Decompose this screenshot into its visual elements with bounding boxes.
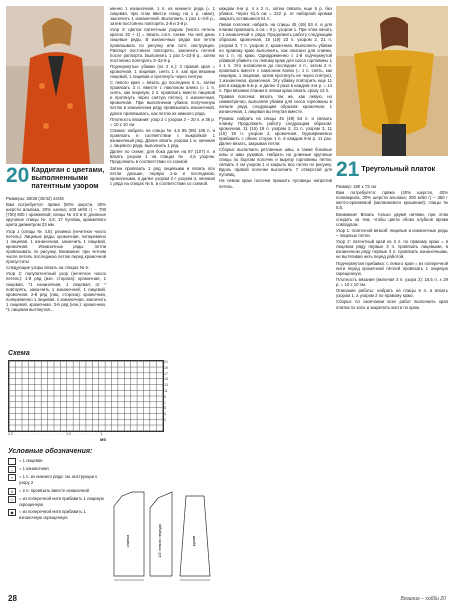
stitch-below-symbol: ∩ [8, 474, 16, 481]
paragraph: Описание работы: набрать на спицы 6 п. и вязать узором 1, а узором 2 по правому краю. [336, 288, 448, 299]
pattern-label: рукав [191, 535, 196, 547]
paragraph: Плотность вязания (включая 3 п. узора 2): 16,5 п. х 29 р. = 10 х 10 см. [336, 276, 448, 287]
row-number: 17 [164, 371, 168, 376]
paragraph: Следующие узоры вязать на спицах № 5. [6, 265, 90, 271]
page-footer: Вязание – хобби 20 [400, 596, 446, 602]
shawl-photo [336, 6, 448, 156]
item-21-heading [336, 160, 448, 180]
knit-symbol [8, 458, 16, 465]
row-number: 5 [164, 406, 166, 411]
paragraph: Сборка: выполнить ретланные швы, а также боковые швы и швы рукавов. Набрать на длинные круговые спицы по бортам полочек и вырезу горловины петли, связать 4 см узором 1 и закрыть все петли по рисунку. Вдоль правой полочки выполнить 7 отверстий для пуговиц. [219, 147, 332, 178]
paragraph: Узор 1: платочной вязкой: лицевые и изнаночные ряды – лицевые петли. [336, 227, 448, 238]
paragraph: Затем провязать 1 ряд лицевыми и вязать все петли дальше, первую 1-ю и последнюю, кромочными, и далее узором 2 с узором 3, начиная с ряда на спицах № 5, в соответствии со схемой. [110, 165, 215, 186]
row-number: 11 [164, 388, 168, 393]
item-20-heading [6, 166, 106, 190]
chart-row-numbers [164, 360, 174, 424]
paragraph: Правая полочка: вязать так же, как левую, но симметрично, выполняя убавки для скоса горловины в начале ряда, следующим образом: кромочная, 1 изнаночная, 1 лицевая вытянутая вместе. [219, 94, 332, 115]
row-number: 3 [164, 412, 166, 417]
page-number: 28 [8, 594, 17, 603]
paragraph: Узор 2: полупатентный узор (нечетное число петель): 1-й ряд (изн. сторона): кромочная, 1 лицевая, *1 изнаночная, 1 лицевая; от * повторять, закончить 1 изнаночной, 1 лицевой, кромочная. 2-й ряд (лиц. сторона): кромочная, попеременно 1 лицевая, 1 изнаночная, закончить 1 лицевой, кромочная. 3-й ряд (изн.): кромочная, *1 лицевая вытянутая... [6, 271, 106, 312]
column-2-text [110, 6, 215, 346]
legend-title: Условные обозначения: [8, 448, 93, 455]
row-number: 1 [164, 417, 166, 422]
legend [8, 458, 108, 523]
paragraph: Подчеркнутые убавки (по 2 п.): 3 правой края = кромочная, 1 лицевая, снять 1 п. как при вязании лицевой, 1 лицевая и протянуть через снятую. [110, 63, 215, 79]
legend-item [8, 496, 108, 509]
paragraph: Далее по схеме; для бока далее на 97 (107) п. и вязать узором 1 на спицах № 4,5 узором. Продолжить в соответствии со схемой. [110, 149, 215, 165]
schema-title: Схема [8, 350, 30, 357]
paragraph: С левого края = вязать до последних 5 п., затем провязать 3 п. вместе с наклоном влево (= 1 п. снять, как лицевую, 2 п. провязать вместе лицевой и протянуть через снятую петлю), 1 изнаночная, кромочная. При выполнении убавок полученную петлю в изнаночном ряду провязывать изнаночной, далее провязывать, как петлю из нижнего ряда. [110, 80, 215, 116]
knitting-chart-grid [8, 360, 164, 432]
pattern-label: спинка [125, 534, 130, 548]
paragraph: менно 1 изнаночная, 1 п. из нижнего ряда (= 1 лицевая, при этом ввести спицу на 1 р. ниже), закончить 1 изнаночной. Выполнить 1 раз 1–3-й р., затем постоянно повторять 2-й и 3-й р. [110, 6, 215, 27]
paragraph: Узор 2: патентный край из 3 п. по правому краю = в лицевом ряду первые 3 п. провязать лицевыми, в изнаночном ряду первые 3 п. провязать изнаночными, не вытягивая нить перед работой. [336, 239, 448, 260]
item-21-number: 21 [336, 158, 360, 181]
row-number: 19 [164, 365, 168, 370]
paragraph: На левом краю полочки пришить пуговицы напротив петель. [219, 178, 332, 189]
row-number: 7 [164, 400, 166, 405]
paragraph: Левая полочка: набрать на спицы 45 (49) 53 п. и для планки провязать 4 см = 9 р. узором 1. При этом начать с 1 изнаночной п. ряда. Продолжить работу следующим образом: кромочная, 15 (19) 23 п. узором 2, 21 п. узором 3, 7 п. узором 2, кромочная. Выполнить убавки по правому краю выполнить, как описано для спинки, на 1 п. по краю. Однарременно с 1-й подчеркнутой убавкой убавить по левому краю для скоса горловины 1 х 1 п. Это знозволено до последних 4 п., затем 2 п. провязать вместе с наклоном влево (= 1 п. снять, как лицевую, 1 лицевая, затем протянуть ее через снятую), 1 изнаночная, кромочная. Эту убавку повторить еще 11 раз в каждом 6-м р. и далее 3 раза в каждом 4-м р. = 14 п. При вязании планки в левом краю вязать сразу 12 п. [219, 22, 332, 93]
legend-text: = 1 лицевая [19, 458, 43, 463]
item-21-title: Треугольный платок [361, 164, 436, 173]
legend-item [8, 509, 108, 522]
paragraph: Сборка: по окончании всех работ выполнить края платка по косе и закрепить кисти по краю. [336, 299, 448, 310]
item-20-title: Кардиган с цветами, выполненными патентным узором [31, 165, 105, 190]
increase-purl-symbol: ◆ [8, 509, 16, 516]
paragraph: Спинка: набрать на спицы № 4,5 85 (95) 105 п. и провязать в соответствии с выкройкой 1 изнаночный ряд. Далее вязать узором 1 и, начиная с лицевого ряда, выполнить 1 ряд. [110, 128, 215, 149]
paragraph: Плотность вязания: узор 2 с узором 3 – 20 п. и 36 р. = 10 х 10 см. [110, 116, 215, 127]
paragraph: Узор 3: цветок патентным узором (число петель кратно 20 + 1) = вязать согл. схеме. На ней даны лицевые ряды. В изнаночных рядах все петли провязывать по рисунку или согл. инструкции. Раппорт постоянно повторять, закончить петлей после раппорта. Выполнить 1 раз 1–22-й р., затем постоянно повторять 3–22-й р. [110, 27, 215, 63]
paragraph: Вам потребуется: пряжа (40% шерсти, 40% полиакрила, 20% шерсти альпака; 300 м/50 г) – 350 г желто-оранжевой (меланжевого крашения); спицы № 5,5. [336, 190, 448, 211]
purl-symbol: – [8, 466, 16, 473]
paragraph: Подчеркнутая прибавка: с левого края = из поперечной нити перед кромочной петлей провязать 1 лицевую скрещенную. [336, 260, 448, 276]
garment-pattern [110, 456, 216, 586]
legend-text: = из поперечной нити прибавить 1 лицевую скрещенную [19, 495, 104, 507]
pattern-label: 1/2 левого переда [157, 524, 162, 558]
paragraph: Размер: 180 х 73 см [336, 184, 376, 189]
cardigan-photo [6, 6, 104, 164]
chart-column-numbers: 20 . . . . . . . . . . . . . . . 10 . . . . . . . . 1 [8, 432, 104, 436]
row-number: 9 [164, 394, 166, 399]
decrease-symbol: ∧ [8, 488, 16, 495]
row-number: 13 [164, 383, 168, 388]
legend-text: = 2 п. провязать вместе изнаночной [19, 487, 89, 493]
pattern-drawing [110, 456, 216, 586]
column-3-text [219, 6, 332, 594]
legend-text: = 1 п. из нижнего ряда: см. инструкции к узору 2 [19, 474, 98, 486]
paragraph: Внимание! Вязать только двумя нитями, при этом следить за тем, чтобы цвета обоих клубков пряжи совпадали. [336, 211, 448, 227]
legend-item [8, 466, 108, 473]
legend-item [8, 488, 108, 495]
paragraph: Рукава: набрать на спицы 45 (49) 53 п. и связать планку. Продолжить работу следующим образом: кромочная, 11 (15) 19 п. узором 2, 21 п. узором 3, 11 (15) 19 п. узором 2, кромочная. Одновременно прибавить с обеих сторон 1 п. в каждом 8-м р. 11 раз. Далее вязать, закрывая петли. [219, 115, 332, 146]
paragraph: каждом 6-м р. 4 х 2 п., затем связать еще 6 р. без убавок. Через 61,5 см = 222 р. от наборной кромки закрыть оставшиеся 61 п. [219, 6, 332, 22]
legend-item [8, 458, 108, 465]
chart-repeat-label: МS [100, 437, 106, 442]
legend-item [8, 474, 108, 487]
row-number: 15 [164, 377, 168, 382]
item-21-text [336, 184, 448, 590]
row-number: 21 [164, 360, 168, 364]
legend-text: = 1 изнаночная [19, 466, 49, 471]
item-20-text [6, 196, 106, 346]
paragraph: Размеры: 36/38 (40/42) 44/46 [6, 196, 64, 201]
legend-text: = из поперечной нити прибавить 1 изнаночную скрещенную [19, 509, 86, 521]
paragraph: Узор 1 (спицы № 4,5): резинка (нечетное число петель): Лицевые ряды: кромочная, поперемено 1 лицевая, 1 изнаночная, закончить 1 лицевой, кромочная. Изнаночные ряды: петли провязывать по рисунку. Внимание: при четном числе петель последнюю петлю перед кромочной пропустить! [6, 228, 106, 264]
item-20-number: 20 [6, 164, 30, 187]
paragraph: Вам потребуется: пряжа (50% шерсти, 30% шерсти альпака, 20% шелка; 100 м/50 г) – 700 (750) 800 г оранжевой; спицы № 4,5 и 5; длинные круговые спицы № 4,5; 17 пуговиц оранжевого цвета диаметром 23 мм. [6, 202, 106, 228]
increase-knit-symbol: ◇ [8, 496, 16, 503]
